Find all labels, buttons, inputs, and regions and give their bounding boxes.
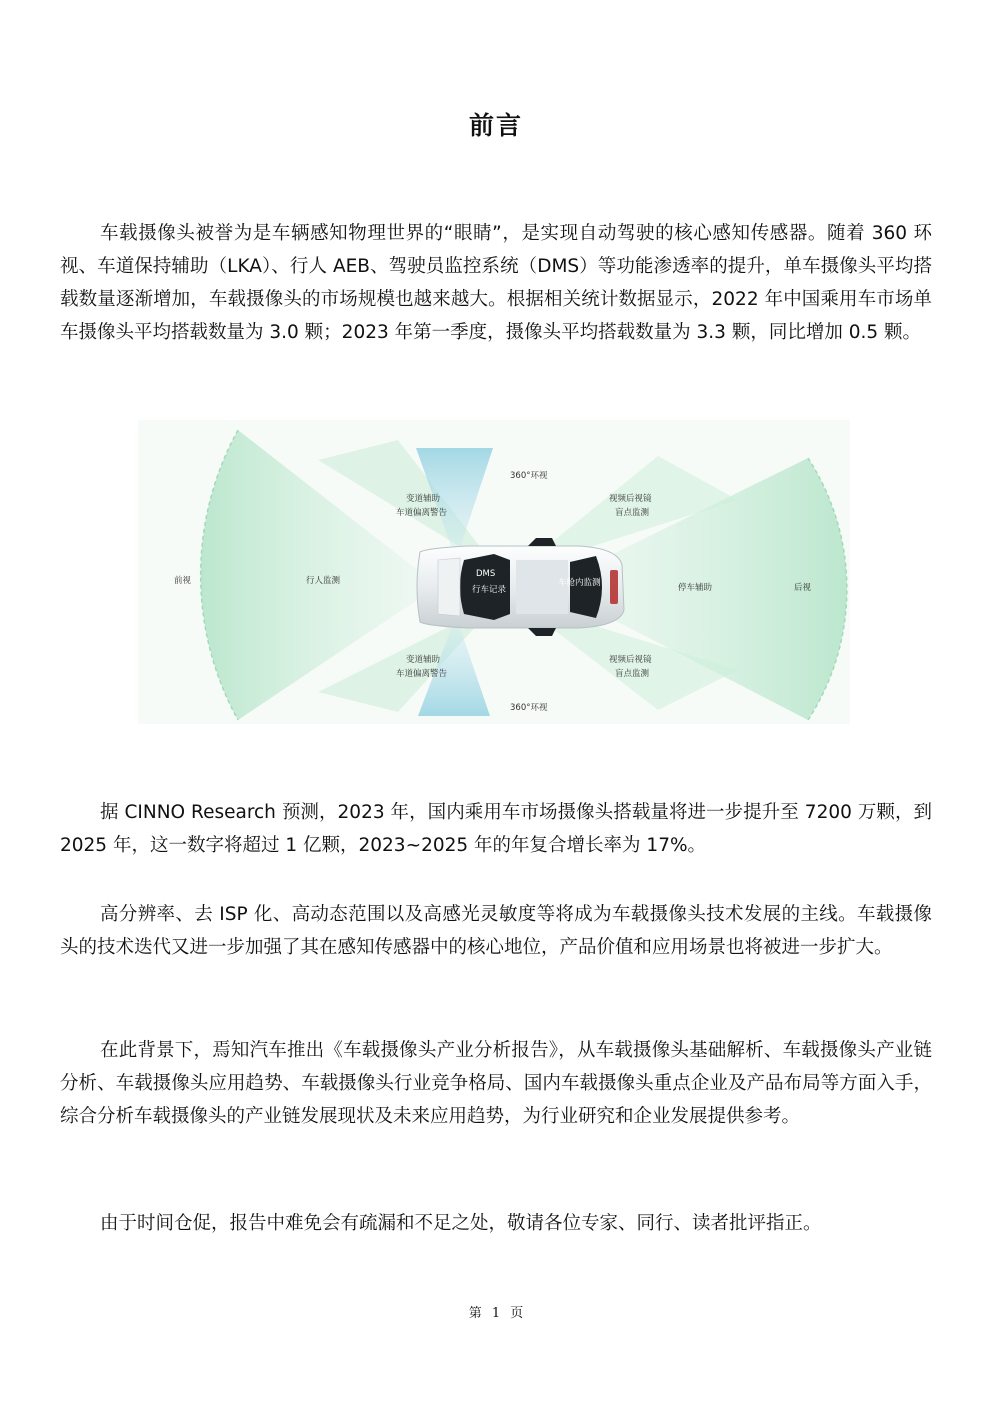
- label-front-view: 前视: [174, 576, 192, 586]
- label-lane-change-bottom: 变道辅助: [406, 655, 441, 665]
- label-driving-recorder: 行车记录: [472, 585, 507, 595]
- label-dms: DMS: [476, 569, 496, 579]
- label-lane-change-top: 变道辅助: [406, 494, 441, 504]
- label-in-cabin-monitoring: 车舱内监测: [558, 578, 601, 588]
- label-mirror-top: 视频后视镜: [609, 494, 652, 504]
- label-mirror-bottom: 视频后视镜: [609, 655, 652, 665]
- label-blind-spot-bottom: 盲点监测: [615, 669, 650, 679]
- camera-coverage-diagram: [138, 420, 850, 724]
- label-surround-top: 360°环视: [510, 471, 548, 481]
- label-rear-view: 后视: [794, 583, 812, 593]
- label-pedestrian-monitoring: 行人监测: [306, 576, 341, 586]
- page-footer: [0, 1302, 992, 1321]
- paragraph-forecast: 据 CINNO Research 预测，2023 年，国内乘用车市场摄像头搭载量将进一步提升至 7200 万颗，到 2025 年，这一数字将超过 1 亿颗，2023~2025 年的年复合增长率为 17%。: [60, 802, 932, 856]
- paragraph-report-intro: 在此背景下，焉知汽车推出《车载摄像头产业分析报告》，从车载摄像头基础解析、车载摄像头产业链分析、车载摄像头应用趋势、车载摄像头行业竞争格局、国内车载摄像头重点企业及产品布局等方面入手，综合分析车载摄像头的产业链发展现状及未来应用趋势，为行业研究和企业发展提供参考。: [60, 1040, 932, 1127]
- footer-suffix: 页: [510, 1306, 524, 1321]
- page-title: 前言: [468, 111, 523, 140]
- paragraph-intro: 车载摄像头被誉为是车辆感知物理世界的“眼睛”，是实现自动驾驶的核心感知传感器。随着 360 环视、车道保持辅助（LKA）、行人 AEB、驾驶员监控系统（DMS）等功能渗透率的提升，单车摄像头平均搭载数量逐渐增加，车载摄像头的市场规模也越来越大。根据相关统计数据显示，2022 年中国乘用车市场单车摄像头平均搭载数量为 3.0 颗；2023 年第一季度，摄像头平均搭载数量为 3.3 颗，同比增加 0.5 颗。: [60, 223, 932, 343]
- label-blind-spot-top: 盲点监测: [615, 508, 650, 518]
- label-parking-assist: 停车辅助: [678, 583, 713, 593]
- coverage-svg: [138, 420, 850, 724]
- footer-prefix: 第: [468, 1306, 482, 1321]
- page-number: 1: [491, 1306, 501, 1321]
- paragraph-tech-trends: 高分辨率、去 ISP 化、高动态范围以及高感光灵敏度等将成为车载摄像头技术发展的主线。车载摄像头的技术迭代又进一步加强了其在感知传感器中的核心地位，产品价值和应用场景也将被进一步扩大。: [60, 904, 932, 958]
- paragraph-disclaimer: 由于时间仓促，报告中难免会有疏漏和不足之处，敬请各位专家、同行、读者批评指正。: [100, 1213, 822, 1234]
- label-surround-bottom: 360°环视: [510, 703, 548, 713]
- label-lane-departure-top: 车道偏离警告: [396, 508, 448, 518]
- label-lane-departure-bottom: 车道偏离警告: [396, 669, 448, 679]
